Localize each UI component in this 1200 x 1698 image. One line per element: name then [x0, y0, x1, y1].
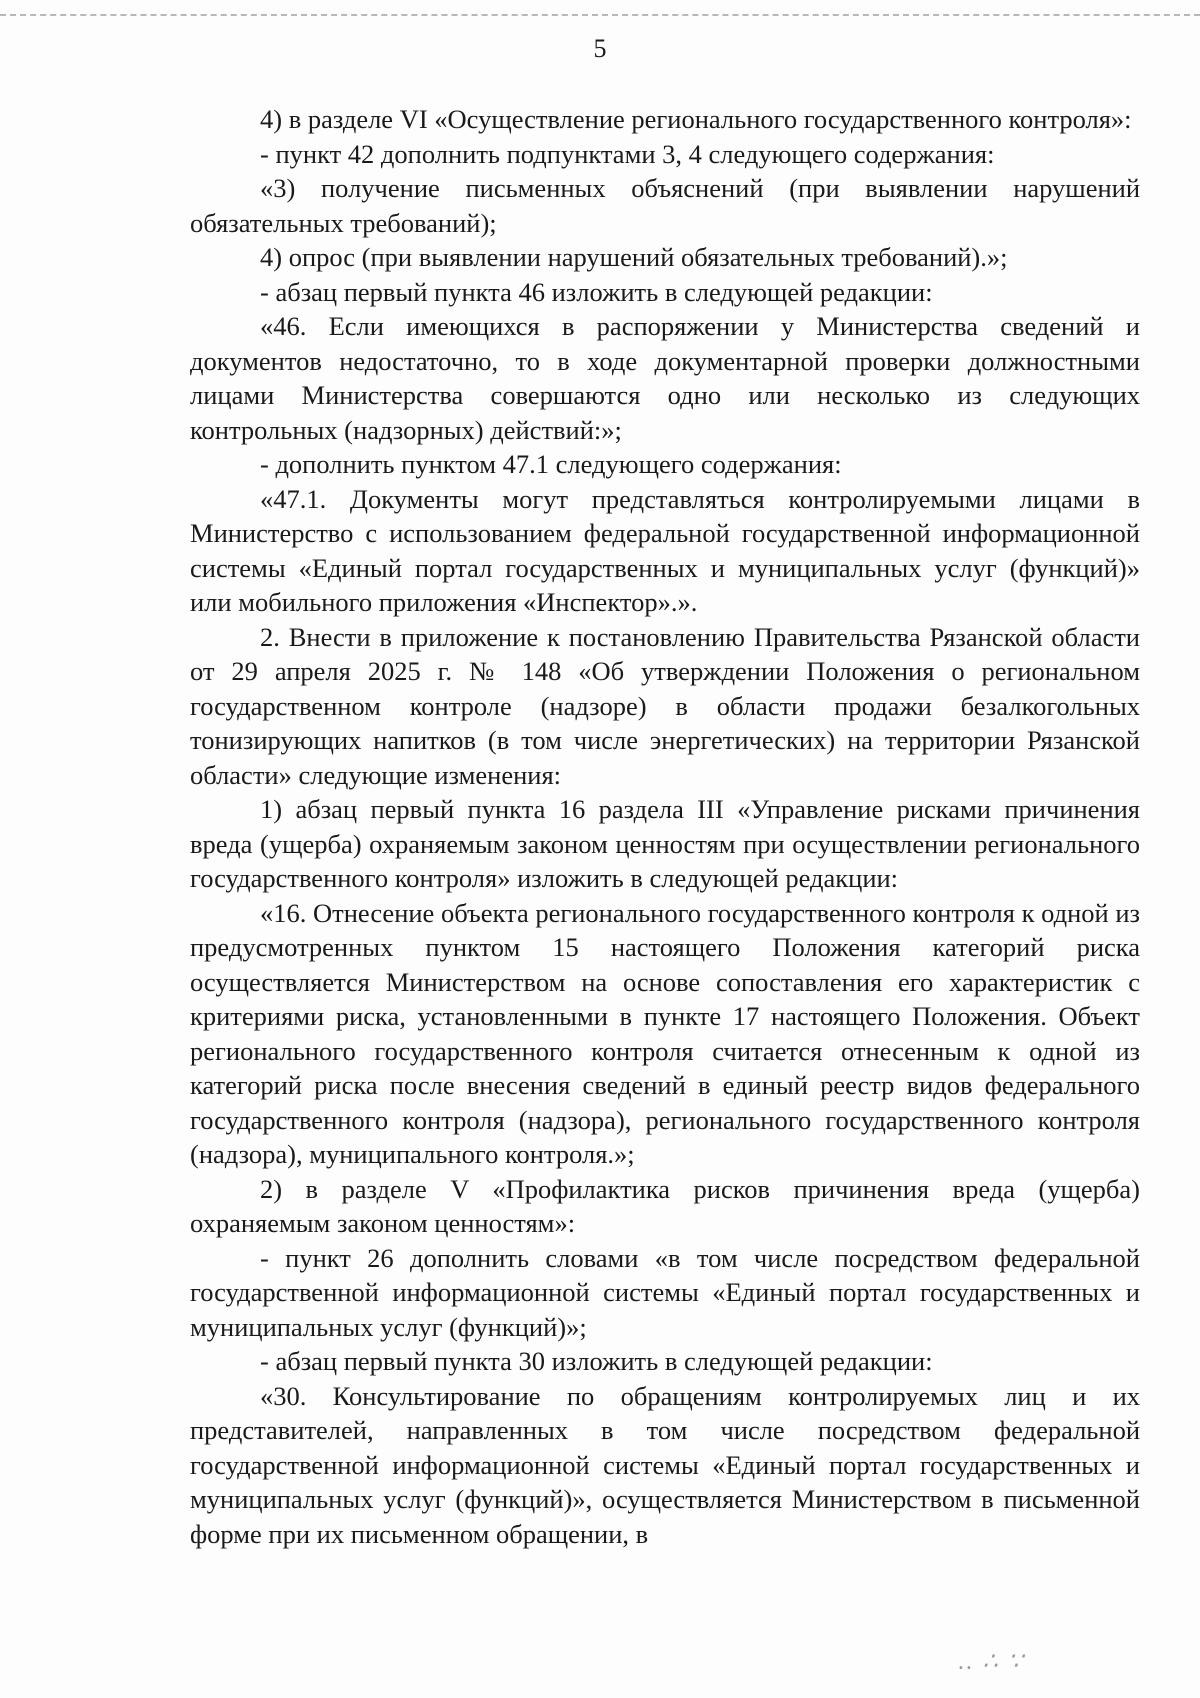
scan-smudge-mark: .. ∴ ∵: [958, 1649, 1025, 1675]
paragraph: «30. Консультирование по обращениям контролируемых лиц и их представителей, направленных в том числе посредством федеральной государственной информационной системы «Единый портал государственных и муниципальных услуг (функций)», осуществляется Министерством в письменной форме при их письменном обращении, в: [190, 1380, 1140, 1549]
scan-edge-rule: [0, 14, 1200, 16]
paragraph: - дополнить пунктом 47.1 следующего содержания:: [260, 449, 842, 479]
paragraph: «47.1. Документы могут представляться контролируемыми лицами в Министерство с использованием федеральной государственной информационной системы «Единый портал государственных и муниципальных услуг (функций)» или мобильного приложения «Инспектор».».: [190, 483, 1140, 617]
paragraph: - пункт 42 дополнить подпунктами 3, 4 следующего содержания:: [260, 138, 995, 169]
paragraph: 2. Внести в приложение к постановлению Правительства Рязанской области от 29 апреля 2025 г. № 148 «Об утверждении Положения о региональном государственном контроле (надзоре) в области продажи безалкогольных тонизирующих напитков (в том числе энергетических) на территории Рязанской области» следующие изменения:: [190, 621, 1140, 790]
paragraph: «16. Отнесение объекта регионального государственного контроля к одной из предусмотренных пунктом 15 настоящего Положения категорий риска осуществляется Министерством на основе сопоставления его характеристик с критериями риска, установленными в пункте 17 настоящего Положения. Объект регионального государственного контроля считается отнесенным к одной из категорий риска после внесения сведений в единый реестр видов федерального государственного контроля (надзора), регионального государственного контроля (надзора), муниципального контроля.»;: [190, 897, 1140, 1169]
paragraph: 4) опрос (при выявлении нарушений обязательных требований).»;: [260, 242, 1008, 272]
paragraph: 2) в разделе V «Профилактика рисков причинения вреда (ущерба) охраняемым законом ценностям»:: [190, 1173, 1140, 1238]
paragraph: «46. Если имеющихся в распоряжении у Министерства сведений и документов недостаточно, то в ходе документарной проверки должностными лицами Министерства совершаются одно или несколько из следующих контрольных (надзорных) действий:»;: [190, 311, 1140, 445]
document-body: [190, 102, 1140, 1551]
paragraph: «3) получение письменных объяснений (при выявлении нарушений обязательных требований);: [190, 173, 1140, 238]
paragraph: - абзац первый пункта 30 изложить в следующей редакции:: [260, 1346, 933, 1376]
paragraph: 4) в разделе VI «Осуществление регионального государственного контроля»:: [260, 104, 1132, 134]
paragraph: - пункт 26 дополнить словами «в том числе посредством федеральной государственной информационной системы «Единый портал государственных и муниципальных услуг (функций)»;: [190, 1242, 1140, 1342]
page-number: 5: [593, 34, 607, 63]
paragraph: 1) абзац первый пункта 16 раздела III «Управление рисками причинения вреда (ущерба) охраняемым законом ценностям при осуществлении регионального государственного контроля» изложить в следующей редакции:: [190, 794, 1140, 893]
paragraph: - абзац первый пункта 46 изложить в следующей редакции:: [260, 276, 933, 307]
